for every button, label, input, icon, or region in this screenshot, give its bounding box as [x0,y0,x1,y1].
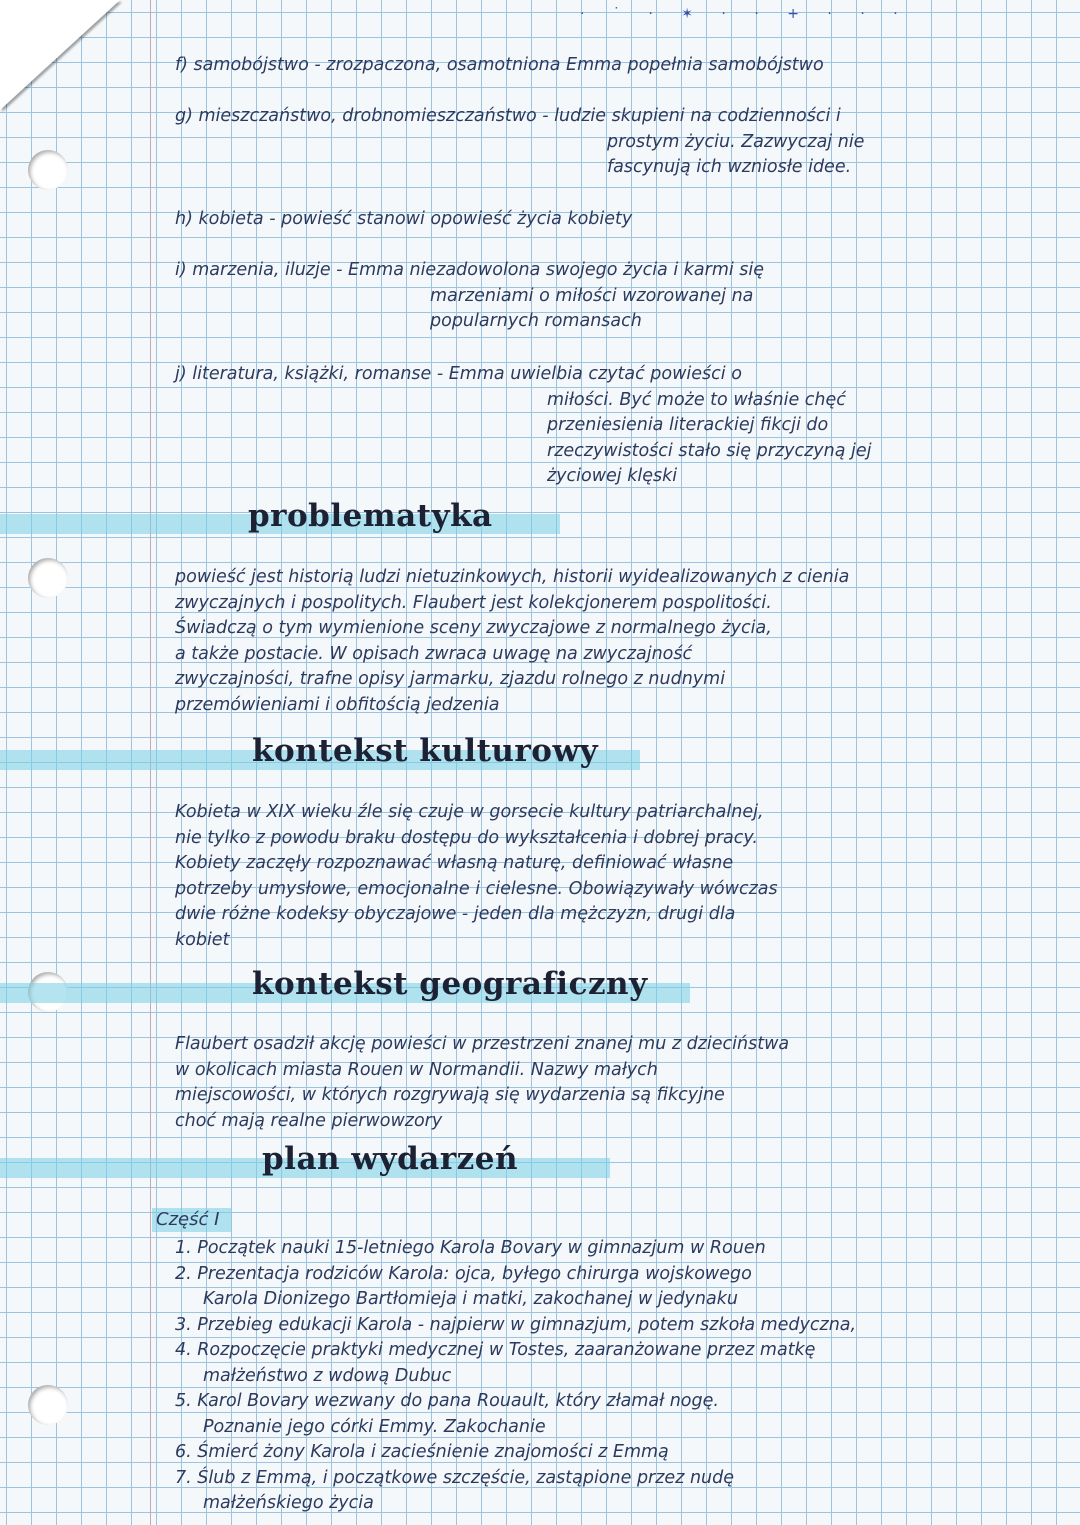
entry-line: popularnych romansach [430,311,642,331]
list-item: 3. Przebieg edukacji Karola - najpierw w gimnazjum, potem szkoła medyczna, [175,1314,857,1335]
paragraph-line: a także postacie. W opisach zwraca uwagę na zwyczajność [175,643,693,664]
entry-h [175,207,632,233]
list-item: małżeńskiego życia [203,1493,374,1513]
entry-line: marzeniami o miłości wzorowanej na [430,285,754,306]
paragraph-line: zwyczajnych i pospolitych. Flaubert jest kolekcjonerem pospolitości. [175,592,772,613]
paragraph-line: nie tylko z powodu braku dostępu do wykształcenia i dobrej pracy. [175,827,758,848]
entry-line: prostym życiu. Zazwyczaj nie [607,131,865,152]
paragraph-line: potrzeby umysłowe, emocjonalne i cielesne. Obowiązywały wówczas [175,878,778,899]
entry-line: przeniesienia literackiej fikcji do [547,415,829,435]
heading-plan-wydarzen: plan wydarzeń [262,1141,519,1177]
kulturowy-paragraph [175,800,778,953]
entry-f [175,53,824,79]
punch-hole [28,558,68,598]
geograficzny-paragraph [175,1032,789,1134]
paragraph-line: miejscowości, w których rozgrywają się wydarzenia są fikcyjne [175,1085,725,1105]
ink-dots-decoration: · ˙ · ✶ · · + · · · [580,6,910,22]
entry-line: g) mieszczaństwo, drobnomieszczaństwo - ludzie skupieni na codzienności i [175,106,841,126]
paragraph-line: zwyczajności, trafne opisy jarmarku, zjazdu rolnego z nudnymi [175,669,726,689]
entry-line: j) literatura, książki, romanse - Emma uwielbia czytać powieści o [175,364,742,384]
entry-line: fascynują ich wzniosłe idee. [607,157,852,177]
part-label: Część I [152,1208,231,1232]
paragraph-line: powieść jest historią ludzi nietuzinkowych, historii wyidealizowanych z cienia [175,567,850,587]
paragraph-line: Kobiety zaczęły rozpoznawać własną naturę, definiować własne [175,853,734,873]
list-item: Poznanie jego córki Emmy. Zakochanie [203,1416,546,1437]
entry-j [175,362,872,490]
plan-list [175,1236,856,1517]
punch-hole [28,150,68,190]
entry-line: h) kobieta - powieść stanowi opowieść życia kobiety [175,209,633,229]
list-item: 5. Karol Bovary wezwany do pana Rouault, który złamał nogę. [175,1391,719,1411]
entry-i [175,258,764,335]
paragraph-line: dwie różne kodeksy obyczajowe - jeden dla mężczyzn, drugi dla [175,904,736,924]
heading-kontekst-geograficzny: kontekst geograficzny [252,966,648,1002]
entry-line: i) marzenia, iluzje - Emma niezadowolona swojego życia i karmi się [175,260,765,280]
paragraph-line: Flaubert osadził akcję powieści w przestrzeni znanej mu z dzieciństwa [175,1034,790,1054]
list-item: 7. Ślub z Emmą, i początkowe szczęście, zastąpione przez nudę [175,1467,735,1488]
list-item: 4. Rozpoczęcie praktyki medycznej w Tostes, zaaranżowane przez matkę [175,1340,816,1360]
list-item: 2. Prezentacja rodziców Karola: ojca, byłego chirurga wojskowego [175,1263,752,1284]
problematyka-paragraph [175,565,849,718]
heading-kontekst-kulturowy: kontekst kulturowy [252,733,599,769]
entry-line: miłości. Być może to właśnie chęć [547,389,846,410]
list-item: małżeństwo z wdową Dubuc [203,1365,452,1386]
list-item: Karola Dionizego Bartłomieja i matki, zakochanej w jedynaku [203,1289,738,1309]
entry-line: f) samobójstwo - zrozpaczona, osamotniona Emma popełnia samobójstwo [175,55,824,75]
entry-line: życiowej klęski [547,466,678,486]
paragraph-line: w okolicach miasta Rouen w Normandii. Nazwy małych [175,1059,658,1080]
list-item: 6. Śmierć żony Karola i zacieśnienie znajomości z Emmą [175,1442,669,1462]
entry-g [175,104,864,181]
paragraph-line: Świadczą o tym wymienione sceny zwyczajowe z normalnego życia, [175,618,772,638]
folded-page-corner [0,0,120,110]
paragraph-line: choć mają realne pierwowzory [175,1110,443,1131]
paragraph-line: Kobieta w XIX wieku źle się czuje w gorsecie kultury patriarchalnej, [175,802,764,822]
paragraph-line: przemówieniami i obfitością jedzenia [175,694,500,715]
paragraph-line: kobiet [175,929,230,950]
heading-problematyka: problematyka [248,498,493,534]
entry-line: rzeczywistości stało się przyczyną jej [547,440,872,461]
list-item: 1. Początek nauki 15-letniego Karola Bovary w gimnazjum w Rouen [175,1238,766,1258]
punch-hole [28,1385,68,1425]
